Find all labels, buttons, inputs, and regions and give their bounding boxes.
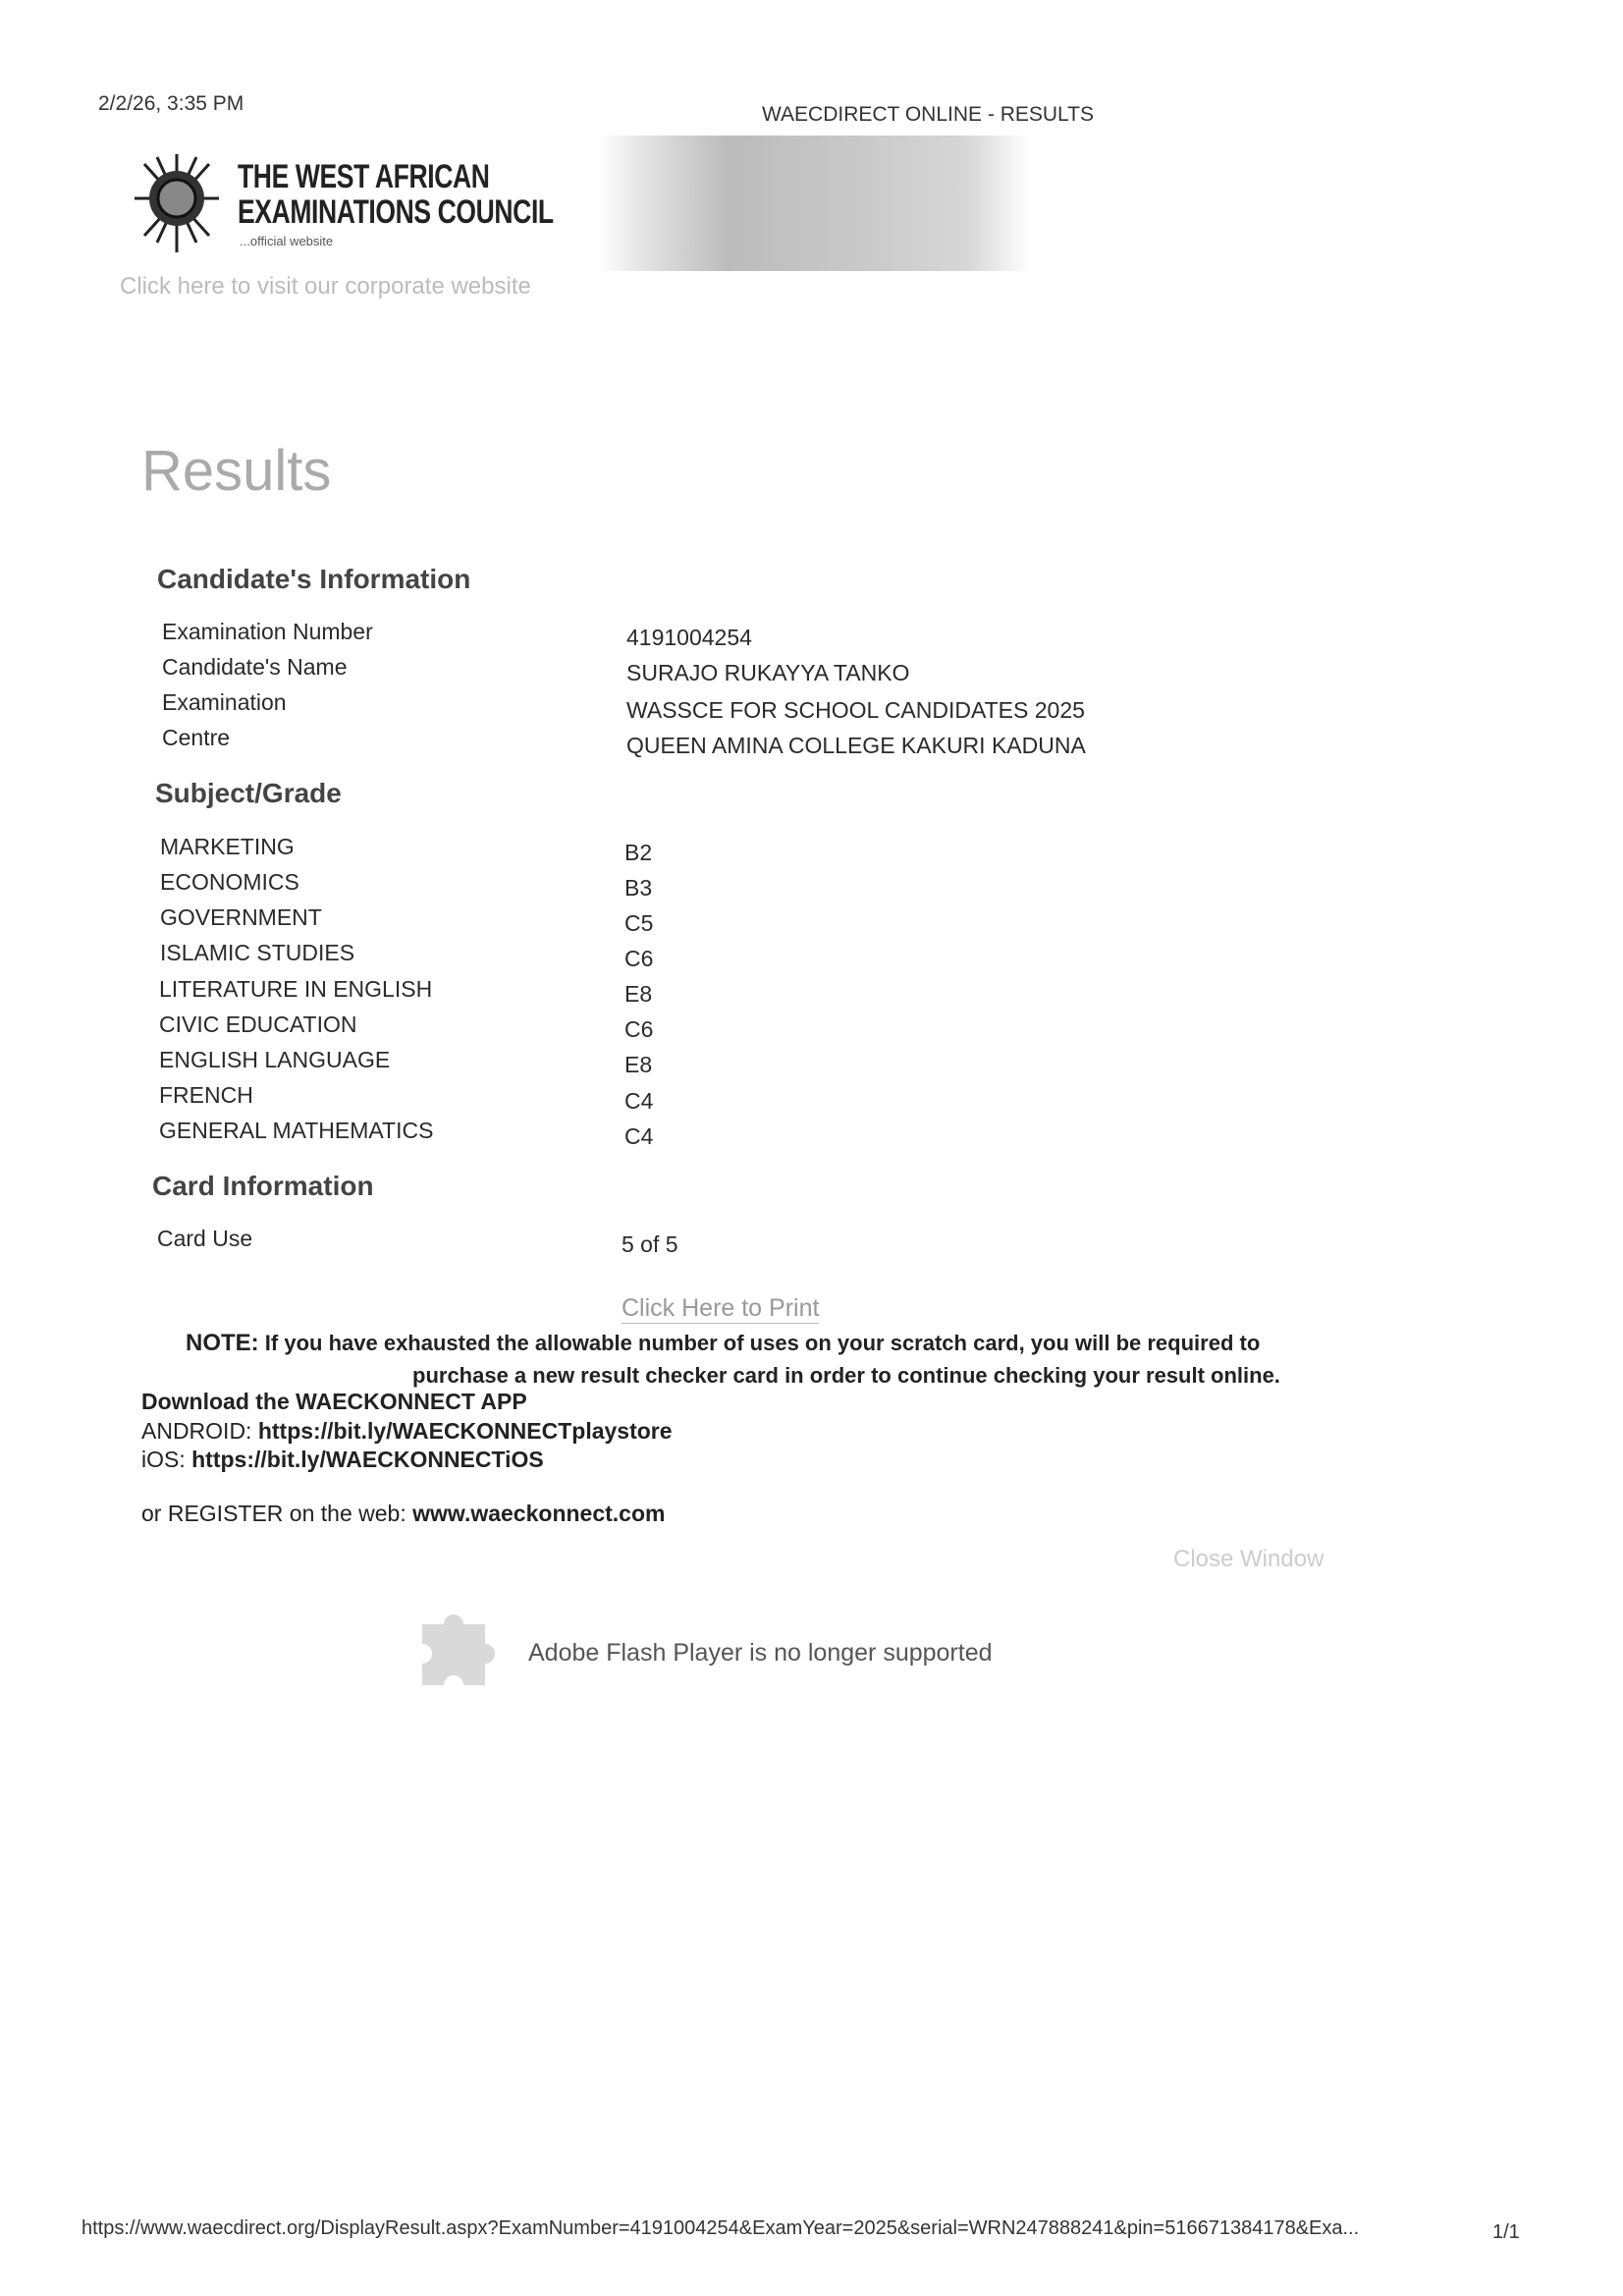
android-link[interactable]: https://bit.ly/WAECKONNECTplaystore	[257, 1418, 673, 1444]
subject-name: MARKETING	[160, 834, 295, 859]
note-text-1: If you have exhausted the allowable number of uses on your scratch card, you will be required to	[264, 1331, 1261, 1355]
value-centre: QUEEN AMINA COLLEGE KAKURI KADUNA	[626, 733, 1086, 758]
card-use-label: Card Use	[157, 1226, 253, 1251]
label-centre: Centre	[162, 725, 231, 750]
subject-name: LITERATURE IN ENGLISH	[159, 976, 433, 1002]
label-examination: Examination	[162, 689, 287, 715]
close-window-link[interactable]: Close Window	[1173, 1546, 1325, 1572]
waec-seal-icon	[130, 149, 224, 257]
register-label: or REGISTER on the web:	[141, 1501, 406, 1526]
label-exam-number: Examination Number	[162, 619, 373, 644]
print-footer-page: 1/1	[1492, 2221, 1520, 2243]
logo-tagline: ...official website	[240, 234, 334, 248]
register-line	[141, 1501, 665, 1527]
android-label: ANDROID:	[141, 1418, 252, 1444]
subject-grade: C4	[624, 1088, 654, 1114]
subject-grade: C6	[624, 1016, 654, 1042]
subject-name: ISLAMIC STUDIES	[160, 940, 355, 965]
subject-grade: C5	[624, 910, 654, 936]
subject-grade-heading: Subject/Grade	[155, 778, 342, 808]
subject-name: GOVERNMENT	[160, 904, 322, 930]
candidate-info-heading: Candidate's Information	[157, 564, 471, 594]
value-candidate-name: SURAJO RUKAYYA TANKO	[626, 660, 910, 685]
note-prefix: NOTE:	[186, 1330, 259, 1356]
note-line2: purchase a new result checker card in order to continue checking your result online.	[412, 1363, 1280, 1388]
value-exam-number: 4191004254	[626, 625, 752, 650]
card-use-value: 5 of 5	[622, 1231, 678, 1257]
subject-grade: B3	[624, 875, 653, 901]
download-app-text: Download the WAECKONNECT APP	[141, 1389, 527, 1414]
subject-grade: E8	[624, 1052, 653, 1077]
subject-grade: C6	[624, 946, 654, 971]
register-link[interactable]: www.waeckonnect.com	[412, 1501, 666, 1526]
subject-grade: C4	[624, 1123, 654, 1149]
subject-grade: E8	[624, 981, 653, 1007]
ios-link[interactable]: https://bit.ly/WAECKONNECTiOS	[191, 1447, 544, 1472]
print-page-title: WAECDIRECT ONLINE - RESULTS	[762, 103, 1094, 126]
value-examination: WASSCE FOR SCHOOL CANDIDATES 2025	[626, 697, 1085, 723]
print-footer-url: https://www.waecdirect.org/DisplayResult.aspx?ExamNumber=4191004254&ExamYear=2025&serial=WRN247888241&pin=516671384178&Exa...	[81, 2217, 1360, 2239]
subject-name: FRENCH	[159, 1082, 253, 1108]
note-line1	[186, 1330, 1260, 1357]
puzzle-piece-icon	[414, 1603, 501, 1689]
card-info-heading: Card Information	[152, 1171, 374, 1201]
subject-name: CIVIC EDUCATION	[159, 1011, 357, 1037]
subject-name: GENERAL MATHEMATICS	[159, 1118, 434, 1143]
subject-name: ENGLISH LANGUAGE	[159, 1047, 391, 1072]
subject-grade: B2	[624, 840, 653, 865]
subject-name: ECONOMICS	[160, 869, 299, 895]
flash-unsupported-message: Adobe Flash Player is no longer supported	[528, 1639, 993, 1667]
print-datetime: 2/2/26, 3:35 PM	[98, 92, 244, 115]
print-link[interactable]: Click Here to Print	[622, 1294, 820, 1322]
label-candidate-name: Candidate's Name	[162, 654, 348, 680]
corporate-website-link[interactable]: Click here to visit our corporate website	[120, 273, 531, 300]
page-heading: Results	[141, 439, 332, 503]
ios-line	[141, 1447, 544, 1473]
logo-line1: THE WEST AFRICAN	[238, 158, 490, 195]
android-line	[141, 1418, 673, 1445]
banner-photo	[599, 136, 1031, 271]
logo-line2: EXAMINATIONS COUNCIL	[238, 193, 554, 231]
ios-label: iOS:	[141, 1447, 186, 1472]
